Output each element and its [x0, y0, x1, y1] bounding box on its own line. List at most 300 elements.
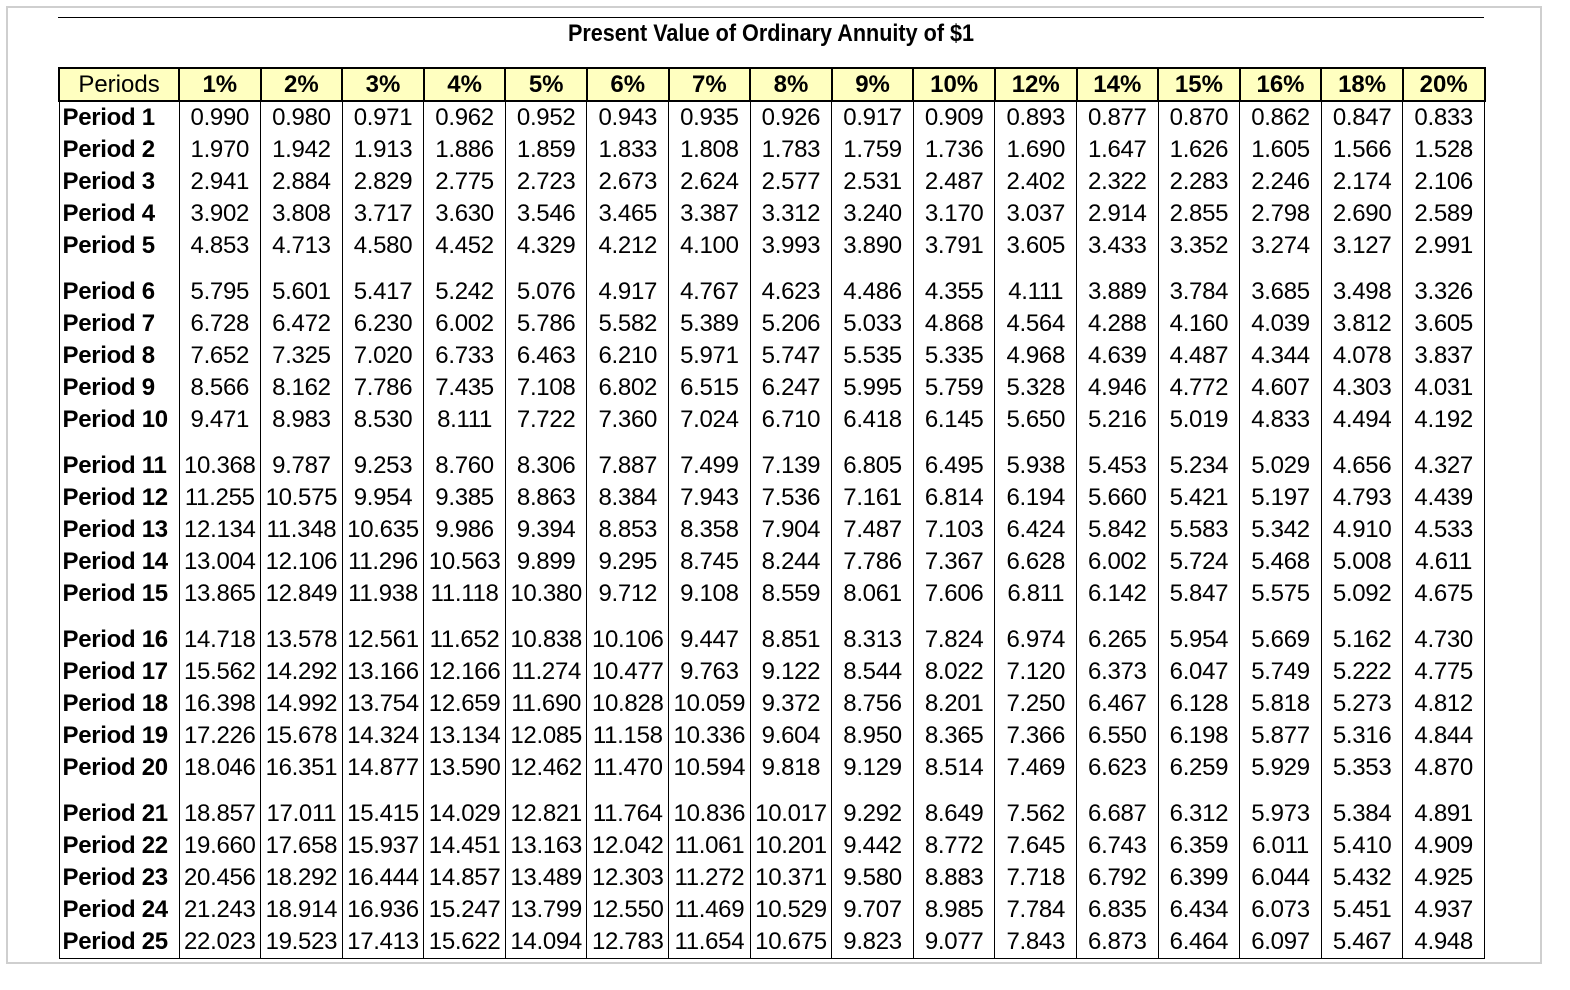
- table-cell: 3.902: [179, 198, 261, 230]
- table-cell: 6.424: [995, 514, 1077, 546]
- table-cell: 7.435: [424, 372, 506, 404]
- rate-header: 9%: [832, 68, 914, 101]
- table-cell: 3.498: [1321, 262, 1403, 308]
- table-cell: 3.630: [424, 198, 506, 230]
- table-cell: 5.421: [1158, 482, 1240, 514]
- table-cell: 9.108: [669, 578, 751, 610]
- table-cell: 3.433: [1077, 230, 1159, 262]
- table-cell: 5.995: [832, 372, 914, 404]
- table-cell: 14.857: [424, 862, 506, 894]
- table-cell: 4.909: [1403, 830, 1485, 862]
- period-label: Period 15: [59, 578, 179, 610]
- table-cell: 8.358: [669, 514, 751, 546]
- table-cell: 10.371: [750, 862, 832, 894]
- table-cell: 4.327: [1403, 436, 1485, 482]
- table-cell: 4.948: [1403, 926, 1485, 959]
- rate-header: 16%: [1240, 68, 1322, 101]
- period-label: Period 25: [59, 926, 179, 959]
- table-cell: 7.325: [261, 340, 343, 372]
- table-cell: 5.432: [1321, 862, 1403, 894]
- table-cell: 14.718: [179, 610, 261, 656]
- table-cell: 10.828: [587, 688, 669, 720]
- table-cell: 3.037: [995, 198, 1077, 230]
- table-cell: 3.127: [1321, 230, 1403, 262]
- table-cell: 13.865: [179, 578, 261, 610]
- table-cell: 2.884: [261, 166, 343, 198]
- table-cell: 4.833: [1240, 404, 1322, 436]
- table-cell: 10.675: [750, 926, 832, 959]
- table-row: [59, 262, 1485, 308]
- table-cell: 4.607: [1240, 372, 1322, 404]
- table-cell: 1.833: [587, 134, 669, 166]
- table-cell: 1.942: [261, 134, 343, 166]
- table-cell: 14.992: [261, 688, 343, 720]
- table-cell: 9.394: [505, 514, 587, 546]
- table-cell: 4.910: [1321, 514, 1403, 546]
- table-cell: 4.344: [1240, 340, 1322, 372]
- table-cell: 5.650: [995, 404, 1077, 436]
- period-label: Period 7: [59, 308, 179, 340]
- table-cell: 11.061: [669, 830, 751, 862]
- table-cell: 6.044: [1240, 862, 1322, 894]
- table-cell: 5.033: [832, 308, 914, 340]
- table-cell: 9.707: [832, 894, 914, 926]
- table-cell: 5.877: [1240, 720, 1322, 752]
- table-cell: 6.733: [424, 340, 506, 372]
- table-cell: 4.793: [1321, 482, 1403, 514]
- period-label: Period 4: [59, 198, 179, 230]
- table-cell: 4.937: [1403, 894, 1485, 926]
- table-cell: 3.889: [1077, 262, 1159, 308]
- table-cell: 8.983: [261, 404, 343, 436]
- table-cell: 20.456: [179, 862, 261, 894]
- period-label: Period 22: [59, 830, 179, 862]
- table-cell: 10.380: [505, 578, 587, 610]
- table-cell: 9.954: [342, 482, 424, 514]
- table-cell: 9.604: [750, 720, 832, 752]
- table-cell: 0.847: [1321, 101, 1403, 134]
- table-cell: 8.649: [913, 784, 995, 830]
- table-cell: 4.870: [1403, 752, 1485, 784]
- table-cell: 4.564: [995, 308, 1077, 340]
- table-cell: 2.402: [995, 166, 1077, 198]
- table-cell: 3.717: [342, 198, 424, 230]
- table-cell: 0.926: [750, 101, 832, 134]
- table-cell: 8.950: [832, 720, 914, 752]
- table-cell: 13.163: [505, 830, 587, 862]
- table-cell: 4.078: [1321, 340, 1403, 372]
- table-cell: 2.829: [342, 166, 424, 198]
- table-cell: 2.673: [587, 166, 669, 198]
- table-cell: 5.575: [1240, 578, 1322, 610]
- table-cell: 7.161: [832, 482, 914, 514]
- table-cell: 2.723: [505, 166, 587, 198]
- table-row: [59, 134, 1485, 166]
- table-cell: 11.158: [587, 720, 669, 752]
- table-cell: 8.756: [832, 688, 914, 720]
- table-row: [59, 198, 1485, 230]
- table-cell: 7.786: [342, 372, 424, 404]
- table-cell: 3.890: [832, 230, 914, 262]
- table-cell: 6.550: [1077, 720, 1159, 752]
- rate-header: 7%: [669, 68, 751, 101]
- table-cell: 15.415: [342, 784, 424, 830]
- table-cell: 4.675: [1403, 578, 1485, 610]
- table-cell: 5.453: [1077, 436, 1159, 482]
- table-cell: 9.253: [342, 436, 424, 482]
- table-cell: 18.292: [261, 862, 343, 894]
- table-cell: 7.103: [913, 514, 995, 546]
- table-cell: 0.877: [1077, 101, 1159, 134]
- table-cell: 6.210: [587, 340, 669, 372]
- table-cell: 6.247: [750, 372, 832, 404]
- table-cell: 12.085: [505, 720, 587, 752]
- table-cell: 8.772: [913, 830, 995, 862]
- table-cell: 3.546: [505, 198, 587, 230]
- table-cell: 6.399: [1158, 862, 1240, 894]
- table-cell: 7.652: [179, 340, 261, 372]
- table-cell: 5.076: [505, 262, 587, 308]
- table-cell: 2.914: [1077, 198, 1159, 230]
- table-cell: 7.722: [505, 404, 587, 436]
- table-cell: 5.019: [1158, 404, 1240, 436]
- table-cell: 15.562: [179, 656, 261, 688]
- table-cell: 5.092: [1321, 578, 1403, 610]
- period-label: Period 3: [59, 166, 179, 198]
- table-cell: 9.077: [913, 926, 995, 959]
- table-cell: 9.712: [587, 578, 669, 610]
- table-cell: 4.917: [587, 262, 669, 308]
- table-cell: 7.020: [342, 340, 424, 372]
- table-cell: 8.745: [669, 546, 751, 578]
- table-cell: 6.002: [424, 308, 506, 340]
- table-cell: 3.387: [669, 198, 751, 230]
- rate-header: 12%: [995, 68, 1077, 101]
- table-cell: 3.784: [1158, 262, 1240, 308]
- table-cell: 1.759: [832, 134, 914, 166]
- table-row: [59, 340, 1485, 372]
- rate-header: 14%: [1077, 68, 1159, 101]
- table-cell: 4.039: [1240, 308, 1322, 340]
- table-cell: 7.786: [832, 546, 914, 578]
- table-cell: 6.515: [669, 372, 751, 404]
- table-cell: 6.464: [1158, 926, 1240, 959]
- table-cell: 15.937: [342, 830, 424, 862]
- period-label: Period 2: [59, 134, 179, 166]
- table-cell: 1.605: [1240, 134, 1322, 166]
- table-cell: 16.936: [342, 894, 424, 926]
- table-cell: 9.471: [179, 404, 261, 436]
- table-cell: 12.783: [587, 926, 669, 959]
- table-cell: 4.355: [913, 262, 995, 308]
- table-cell: 7.499: [669, 436, 751, 482]
- table-cell: 2.322: [1077, 166, 1159, 198]
- table-cell: 4.533: [1403, 514, 1485, 546]
- table-cell: 12.561: [342, 610, 424, 656]
- table-cell: 15.622: [424, 926, 506, 959]
- table-cell: 13.799: [505, 894, 587, 926]
- table-cell: 9.129: [832, 752, 914, 784]
- table-cell: 6.802: [587, 372, 669, 404]
- table-cell: 5.353: [1321, 752, 1403, 784]
- table-cell: 6.230: [342, 308, 424, 340]
- table-cell: 9.823: [832, 926, 914, 959]
- table-cell: 0.833: [1403, 101, 1485, 134]
- table-cell: 7.487: [832, 514, 914, 546]
- table-cell: 13.590: [424, 752, 506, 784]
- table-row: [59, 166, 1485, 198]
- top-rule: [58, 17, 1484, 18]
- table-row: [59, 688, 1485, 720]
- rate-header: 10%: [913, 68, 995, 101]
- table-cell: 17.226: [179, 720, 261, 752]
- table-cell: 2.855: [1158, 198, 1240, 230]
- table-cell: 5.749: [1240, 656, 1322, 688]
- table-cell: 5.954: [1158, 610, 1240, 656]
- table-cell: 5.222: [1321, 656, 1403, 688]
- table-cell: 13.166: [342, 656, 424, 688]
- table-cell: 10.477: [587, 656, 669, 688]
- table-cell: 4.031: [1403, 372, 1485, 404]
- table-cell: 11.938: [342, 578, 424, 610]
- table-cell: 6.359: [1158, 830, 1240, 862]
- table-cell: 10.836: [669, 784, 751, 830]
- table-cell: 9.372: [750, 688, 832, 720]
- table-cell: 8.530: [342, 404, 424, 436]
- table-cell: 6.687: [1077, 784, 1159, 830]
- table-cell: 4.767: [669, 262, 751, 308]
- table-cell: 9.442: [832, 830, 914, 862]
- table-cell: 6.811: [995, 578, 1077, 610]
- period-label: Period 5: [59, 230, 179, 262]
- table-cell: 4.730: [1403, 610, 1485, 656]
- table-cell: 9.385: [424, 482, 506, 514]
- table-cell: 5.273: [1321, 688, 1403, 720]
- period-label: Period 20: [59, 752, 179, 784]
- table-cell: 0.943: [587, 101, 669, 134]
- table-cell: 3.312: [750, 198, 832, 230]
- table-cell: 7.562: [995, 784, 1077, 830]
- table-cell: 3.240: [832, 198, 914, 230]
- table-cell: 10.336: [669, 720, 751, 752]
- table-cell: 3.605: [1403, 308, 1485, 340]
- table-cell: 22.023: [179, 926, 261, 959]
- table-cell: 16.351: [261, 752, 343, 784]
- table-cell: 1.859: [505, 134, 587, 166]
- table-row: [59, 514, 1485, 546]
- table-cell: 5.747: [750, 340, 832, 372]
- table-cell: 11.118: [424, 578, 506, 610]
- table-cell: 14.029: [424, 784, 506, 830]
- table-cell: 21.243: [179, 894, 261, 926]
- table-cell: 0.990: [179, 101, 261, 134]
- table-cell: 1.528: [1403, 134, 1485, 166]
- table-cell: 6.011: [1240, 830, 1322, 862]
- table-cell: 19.523: [261, 926, 343, 959]
- table-cell: 11.274: [505, 656, 587, 688]
- table-cell: 5.008: [1321, 546, 1403, 578]
- table-cell: 2.283: [1158, 166, 1240, 198]
- table-cell: 7.824: [913, 610, 995, 656]
- period-label: Period 11: [59, 436, 179, 482]
- table-cell: 4.288: [1077, 308, 1159, 340]
- table-cell: 0.971: [342, 101, 424, 134]
- table-cell: 6.743: [1077, 830, 1159, 862]
- table-cell: 10.368: [179, 436, 261, 482]
- table-cell: 9.447: [669, 610, 751, 656]
- table-cell: 3.170: [913, 198, 995, 230]
- table-row: [59, 578, 1485, 610]
- table-cell: 3.605: [995, 230, 1077, 262]
- table-cell: 5.786: [505, 308, 587, 340]
- table-cell: 3.326: [1403, 262, 1485, 308]
- table-cell: 4.639: [1077, 340, 1159, 372]
- table-cell: 3.352: [1158, 230, 1240, 262]
- table-cell: 8.306: [505, 436, 587, 482]
- table-cell: 8.111: [424, 404, 506, 436]
- table-cell: 3.808: [261, 198, 343, 230]
- header-row: [59, 68, 1485, 101]
- table-row: [59, 372, 1485, 404]
- table-cell: 4.853: [179, 230, 261, 262]
- table-cell: 4.611: [1403, 546, 1485, 578]
- table-cell: 4.891: [1403, 784, 1485, 830]
- table-cell: 8.559: [750, 578, 832, 610]
- table-cell: 14.877: [342, 752, 424, 784]
- table-cell: 6.097: [1240, 926, 1322, 959]
- table-cell: 5.973: [1240, 784, 1322, 830]
- table-cell: 5.759: [913, 372, 995, 404]
- table-cell: 15.678: [261, 720, 343, 752]
- table-cell: 4.111: [995, 262, 1077, 308]
- table-cell: 4.713: [261, 230, 343, 262]
- period-label: Period 24: [59, 894, 179, 926]
- table-cell: 6.495: [913, 436, 995, 482]
- table-cell: 5.384: [1321, 784, 1403, 830]
- table-cell: 15.247: [424, 894, 506, 926]
- table-cell: 7.784: [995, 894, 1077, 926]
- table-cell: 3.993: [750, 230, 832, 262]
- table-cell: 4.946: [1077, 372, 1159, 404]
- table-cell: 3.274: [1240, 230, 1322, 262]
- table-cell: 6.472: [261, 308, 343, 340]
- table-cell: 2.246: [1240, 166, 1322, 198]
- table-cell: 9.295: [587, 546, 669, 578]
- table-cell: 7.606: [913, 578, 995, 610]
- table-cell: 16.444: [342, 862, 424, 894]
- table-cell: 8.863: [505, 482, 587, 514]
- table-cell: 8.851: [750, 610, 832, 656]
- period-label: Period 18: [59, 688, 179, 720]
- rate-header: 4%: [424, 68, 506, 101]
- table-cell: 7.645: [995, 830, 1077, 862]
- table-cell: 4.494: [1321, 404, 1403, 436]
- table-cell: 8.022: [913, 656, 995, 688]
- table-cell: 4.160: [1158, 308, 1240, 340]
- table-cell: 4.439: [1403, 482, 1485, 514]
- table-cell: 6.265: [1077, 610, 1159, 656]
- table-cell: 11.296: [342, 546, 424, 578]
- table-cell: 4.452: [424, 230, 506, 262]
- table-cell: 7.718: [995, 862, 1077, 894]
- table-cell: 1.647: [1077, 134, 1159, 166]
- table-cell: 6.142: [1077, 578, 1159, 610]
- table-cell: 6.628: [995, 546, 1077, 578]
- table-cell: 4.212: [587, 230, 669, 262]
- table-cell: 2.589: [1403, 198, 1485, 230]
- table-cell: 11.654: [669, 926, 751, 959]
- table-cell: 9.763: [669, 656, 751, 688]
- table-cell: 13.134: [424, 720, 506, 752]
- table-cell: 4.925: [1403, 862, 1485, 894]
- table-cell: 5.669: [1240, 610, 1322, 656]
- table-cell: 8.201: [913, 688, 995, 720]
- table-cell: 11.255: [179, 482, 261, 514]
- table-cell: 11.690: [505, 688, 587, 720]
- table-cell: 5.242: [424, 262, 506, 308]
- table-cell: 5.929: [1240, 752, 1322, 784]
- table-cell: 6.002: [1077, 546, 1159, 578]
- table-cell: 5.842: [1077, 514, 1159, 546]
- table-cell: 4.656: [1321, 436, 1403, 482]
- table-cell: 5.389: [669, 308, 751, 340]
- table-cell: 8.853: [587, 514, 669, 546]
- table-cell: 19.660: [179, 830, 261, 862]
- table-cell: 7.139: [750, 436, 832, 482]
- table-cell: 10.575: [261, 482, 343, 514]
- table-cell: 7.366: [995, 720, 1077, 752]
- table-cell: 5.197: [1240, 482, 1322, 514]
- table-row: [59, 308, 1485, 340]
- table-cell: 14.292: [261, 656, 343, 688]
- table-cell: 0.962: [424, 101, 506, 134]
- rate-header: 6%: [587, 68, 669, 101]
- table-cell: 6.128: [1158, 688, 1240, 720]
- period-label: Period 13: [59, 514, 179, 546]
- table-row: [59, 482, 1485, 514]
- table-row: [59, 101, 1485, 134]
- table-cell: 0.935: [669, 101, 751, 134]
- table-row: [59, 436, 1485, 482]
- period-label: Period 12: [59, 482, 179, 514]
- table-cell: 6.463: [505, 340, 587, 372]
- table-cell: 4.580: [342, 230, 424, 262]
- table-cell: 5.316: [1321, 720, 1403, 752]
- table-cell: 8.313: [832, 610, 914, 656]
- table-cell: 10.059: [669, 688, 751, 720]
- table-cell: 2.624: [669, 166, 751, 198]
- annuity-table: [58, 67, 1486, 959]
- table-cell: 2.531: [832, 166, 914, 198]
- table-cell: 11.348: [261, 514, 343, 546]
- table-cell: 5.535: [832, 340, 914, 372]
- period-label: Period 16: [59, 610, 179, 656]
- table-cell: 0.870: [1158, 101, 1240, 134]
- table-cell: 4.968: [995, 340, 1077, 372]
- table-cell: 2.174: [1321, 166, 1403, 198]
- table-cell: 5.342: [1240, 514, 1322, 546]
- table-cell: 5.660: [1077, 482, 1159, 514]
- table-cell: 8.883: [913, 862, 995, 894]
- table-cell: 5.468: [1240, 546, 1322, 578]
- table-cell: 0.893: [995, 101, 1077, 134]
- table-body: [59, 101, 1485, 959]
- table-cell: 12.106: [261, 546, 343, 578]
- table-cell: 7.469: [995, 752, 1077, 784]
- table-cell: 0.917: [832, 101, 914, 134]
- table-cell: 7.943: [669, 482, 751, 514]
- table-cell: 6.728: [179, 308, 261, 340]
